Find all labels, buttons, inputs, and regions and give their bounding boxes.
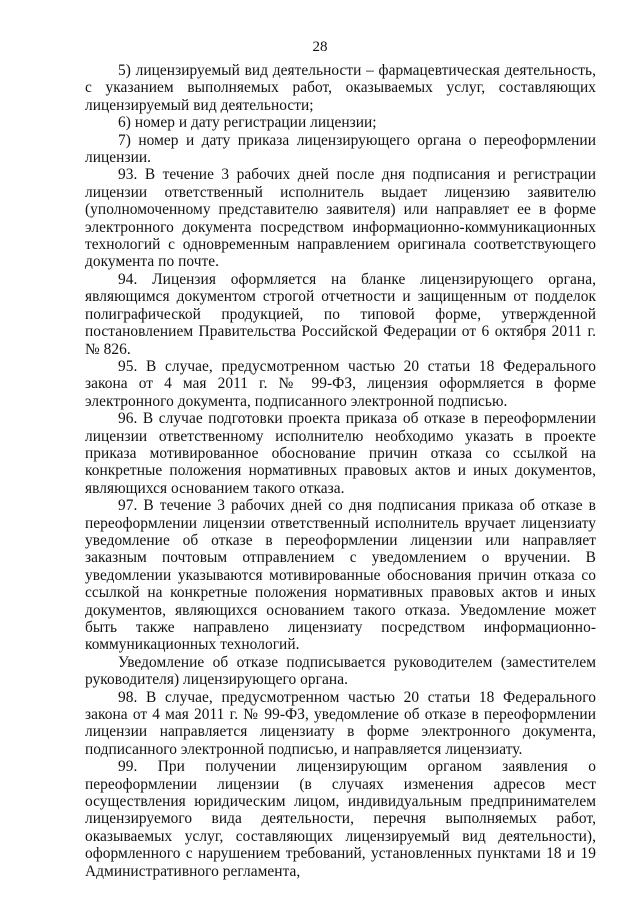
paragraph-item-5: 5) лицензируемый вид деятельности – фармацевтическая деятельность, с указанием выполняемых работ, оказываемых услуг, составляющих лицензируемый вид деятельности; [85,62,596,114]
paragraph-item-6: 6) номер и дату регистрации лицензии; [118,114,377,132]
paragraph-96: 96. В случае подготовки проекта приказа об отказе в переоформлении лицензии ответственному исполнителю необходимо указать в проекте приказа мотивированное обоснование причин отказа со ссылкой на конкретные положения нормативных правовых актов и иных документов, являющихся основанием такого отказа. [85,410,596,497]
paragraph-item-7: 7) номер и дату приказа лицензирующего органа о переоформлении лицензии. [85,131,596,167]
paragraph-95: 95. В случае, предусмотренном частью 20 статьи 18 Федерального закона от 4 мая 2011 г. № 99-ФЗ, лицензия оформляется в форме электронного документа, подписанного электронной подписью. [85,357,596,410]
paragraph-97: 97. В течение 3 рабочих дней со дня подписания приказа об отказе в переоформлении лицензии ответственный исполнитель вручает лицензиату уведомление об отказе в переоформлении лицензии или направляет заказным почтовым отправлением с уведомлением о вручении. В уведомлении указываются мотивированные обоснования причин отказа со ссылкой на конкретные положения нормативных правовых актов и иных документов, являющихся основанием такого отказа. Уведомление может быть также направлено лицензиату посредством информационно-коммуникационных технологий. [85,497,596,654]
page-number: 28 [312,39,328,55]
paragraph-97-signature-note: Уведомление об отказе подписывается руководителем (заместителем руководителя) лицензирующего органа. [85,653,596,689]
paragraph-94: 94. Лицензия оформляется на бланке лицензирующего органа, являющимся документом строгой отчетности и защищенным от подделок полиграфической продукцией, по типовой форме, утвержденной постановлением Правительства Российской Федерации от 6 октября 2011 г. № 826. [85,270,596,358]
paragraph-99: 99. При получении лицензирующим органом заявления о переоформлении лицензии (в случаях изменения адресов мест осуществления юридическим лицом, индивидуальным предпринимателем лицензируемого вида деятельности, перечня выполняемых работ, оказываемых услуг, составляющих лицензируемый вид деятельности), оформленного с нарушением требований, установленных пунктами 18 и 19 Административного регламента, [85,758,596,880]
paragraph-98: 98. В случае, предусмотренном частью 20 статьи 18 Федерального закона от 4 мая 2011 г. № 99-ФЗ, уведомление об отказе в переоформлении лицензии направляется лицензиату в форме электронного документа, подписанного электронной подписью, и направляется лицензиату. [85,688,596,758]
paragraph-93: 93. В течение 3 рабочих дней после дня подписания и регистрации лицензии ответственный исполнитель выдает лицензию заявителю (уполномоченному представителю заявителя) или направляет ее в форме электронного документа посредством информационно-коммуникационных технологий с одновременным направлением оригинала соответствующего документа по почте. [85,166,596,271]
document-body [85,62,596,880]
